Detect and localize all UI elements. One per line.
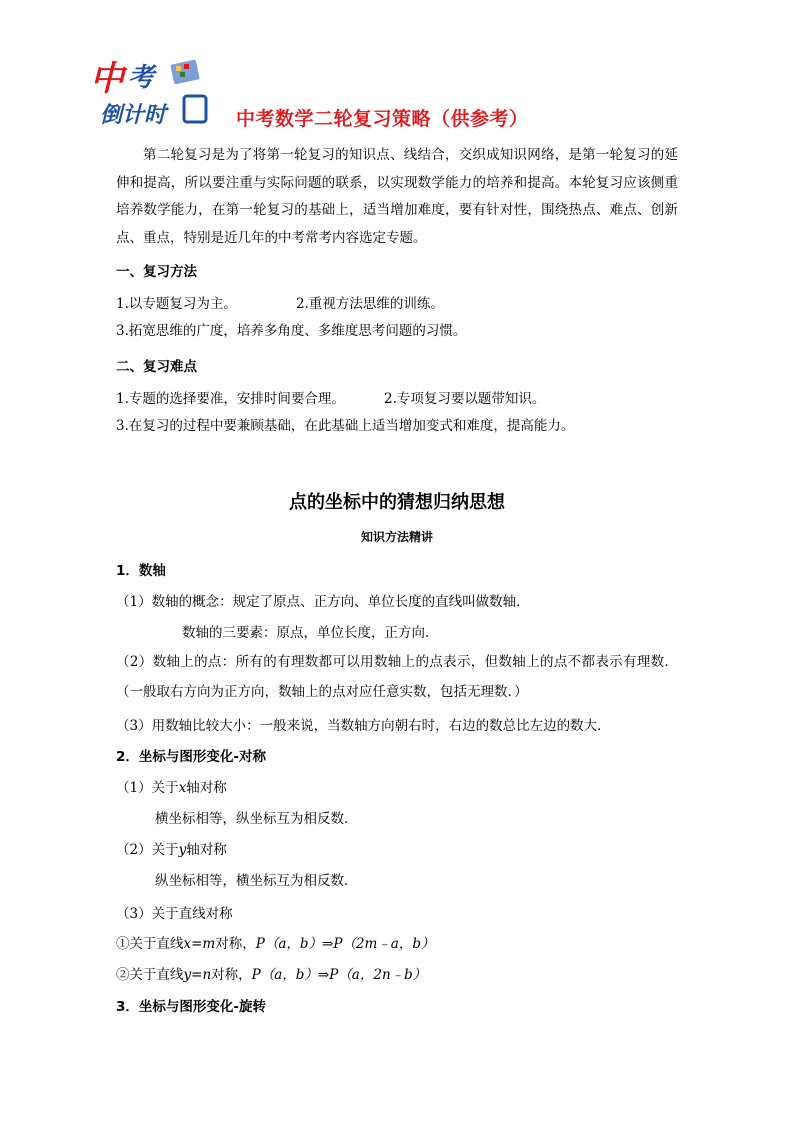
intro-paragraph: 第二轮复习是为了将第一轮复习的知识点、线结合，交织成知识网络，是第一轮复习的延伸和提高，所以要注重与实际问题的联系，以实现数学能力的培养和提高。本轮复习应该侧重培养数学能力，在第一轮复习的基础上，适当增加难度，要有针对性，围绕热点、难点、创新点、重点，特别是近几年的中考常考内容选定专题。 [116,147,678,246]
difficulty-item-2: 2.专项复习要以题带知识。 [384,391,546,407]
symmetry-x-axis-heading: （1）关于x轴对称 [116,780,227,796]
symmetry-rule-vertical-line: ①关于直线x=m对称，P（a，b）⇒P（2m﹣a，b） [116,936,435,952]
topic-subtitle: 知识方法精讲 [360,530,433,544]
section-heading-difficulties: 二、复习难点 [116,359,197,375]
symmetry-y-axis-heading: （2）关于y轴对称 [116,842,227,858]
svg-text:倒计时: 倒计时 [100,103,167,128]
topic-title: 点的坐标中的猜想归纳思想 [289,492,505,513]
symmetry-line-heading: （3）关于直线对称 [116,906,233,922]
difficulty-item-3: 3.在复习的过程中要兼顾基础，在此基础上适当增加变式和难度，提高能力。 [116,418,575,434]
number-line-points: （2）数轴上的点：所有的有理数都可以用数轴上的点表示，但数轴上的点不都表示有理数．（一般取右方向为正方向，数轴上的点对应任意实数，包括无理数．） [116,654,678,700]
number-line-three-elements: 数轴的三要素：原点，单位长度，正方向． [182,625,439,641]
svg-text:考: 考 [128,63,155,93]
symmetry-rule-horizontal-line: ②关于直线y=n对称，P（a，b）⇒P（a，2n﹣b） [116,967,427,983]
exam-countdown-logo [88,56,212,128]
section-heading-methods: 一、复习方法 [116,264,197,280]
part-heading-number-line: 1．数轴 [116,563,166,579]
symmetry-x-axis-desc: 横坐标相等，纵坐标互为相反数． [155,811,358,827]
number-line-definition: （1）数轴的概念：规定了原点、正方向、单位长度的直线叫做数轴． [116,594,530,610]
difficulty-item-1: 1.专题的选择要准，安排时间要合理。 [116,391,345,407]
svg-text:中: 中 [90,59,124,99]
part-heading-symmetry: 2．坐标与图形变化-对称 [116,749,266,765]
method-item-2: 2.重视方法思维的训练。 [296,296,444,312]
document-title: 中考数学二轮复习策略（供参考） [236,108,529,130]
symmetry-y-axis-desc: 纵坐标相等，横坐标互为相反数． [155,873,358,889]
method-item-3: 3.拓宽思维的广度，培养多角度、多维度思考问题的习惯。 [116,323,467,339]
method-item-1: 1.以专题复习为主。 [116,296,237,312]
part-heading-rotation: 3．坐标与图形变化-旋转 [116,999,266,1015]
number-line-compare: （3）用数轴比较大小：一般来说，当数轴方向朝右时，右边的数总比左边的数大． [116,718,611,734]
